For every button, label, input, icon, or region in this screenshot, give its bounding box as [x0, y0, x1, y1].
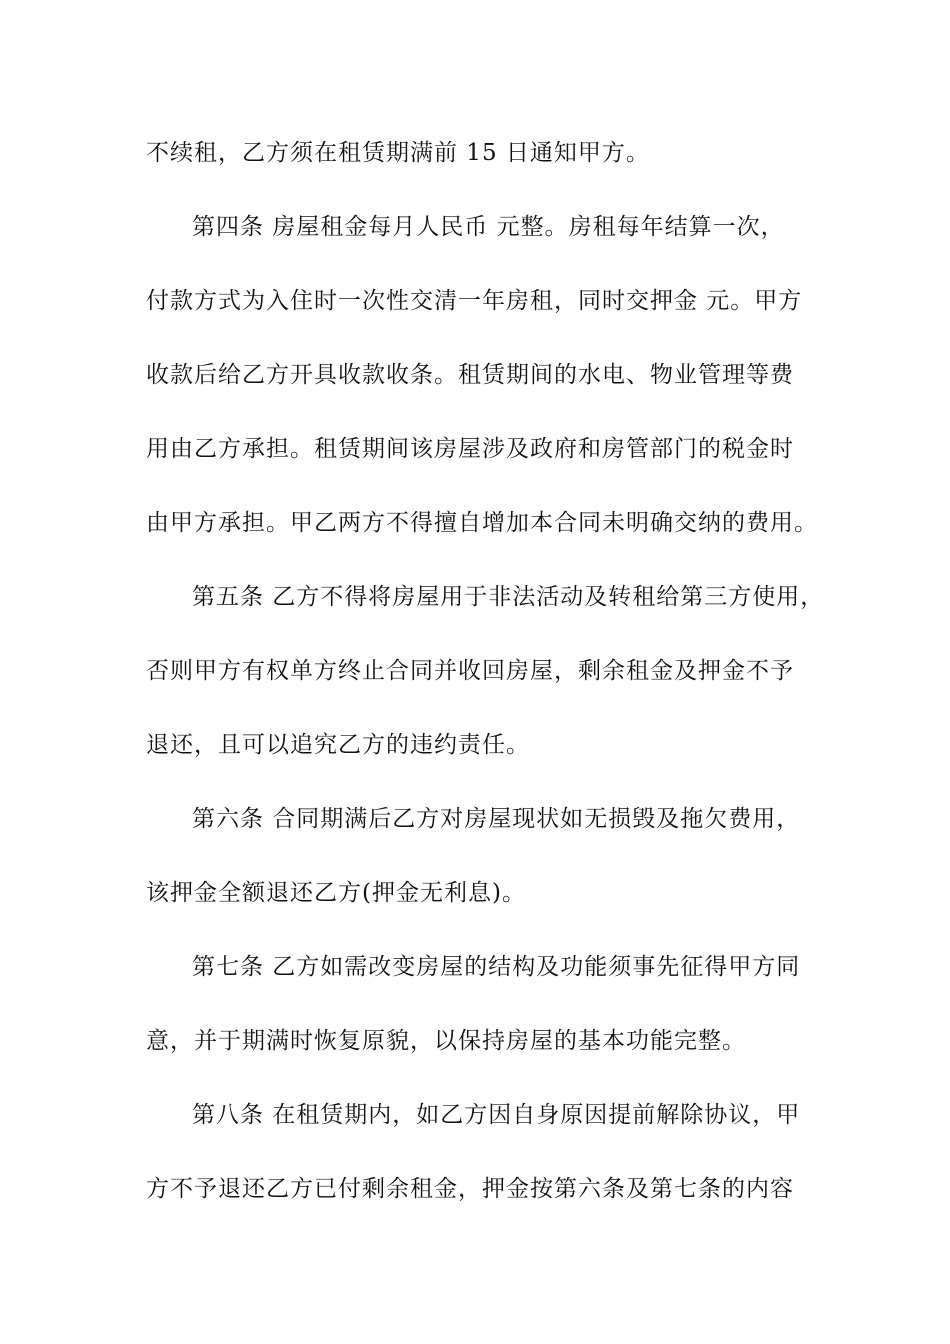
clause-5-line: 第五条 乙方不得将房屋用于非法活动及转租给第三方使用， — [192, 584, 825, 610]
text-line: 意，并于期满时恢复原貌，以保持房屋的基本功能完整。 — [146, 1028, 746, 1054]
text-line: 由甲方承担。甲乙两方不得擅自增加本合同未明确交纳的费用。 — [146, 510, 818, 536]
clause-7-line: 第七条 乙方如需改变房屋的结构及功能须事先征得甲方同 — [192, 954, 801, 980]
text-line: 用由乙方承担。租赁期间该房屋涉及政府和房管部门的税金时 — [146, 436, 794, 462]
text-line: 收款后给乙方开具收款收条。租赁期间的水电、物业管理等费 — [146, 362, 794, 388]
text-line: 该押金全额退还乙方(押金无利息)。 — [146, 880, 526, 906]
text-line: 否则甲方有权单方终止合同并收回房屋，剩余租金及押金不予 — [146, 658, 794, 684]
clause-4-line: 第四条 房屋租金每月人民币 元整。房租每年结算一次， — [192, 214, 785, 240]
clause-6-line: 第六条 合同期满后乙方对房屋现状如无损毁及拖欠费用， — [192, 806, 801, 832]
text-line: 退还，且可以追究乙方的违约责任。 — [146, 732, 530, 758]
clause-8-line: 第八条 在租赁期内，如乙方因自身原因提前解除协议，甲 — [192, 1102, 801, 1128]
text-line: 方不予退还乙方已付剩余租金，押金按第六条及第七条的内容 — [146, 1176, 794, 1202]
text-line: 不续租，乙方须在租赁期满前 15 日通知甲方。 — [146, 140, 650, 166]
text-line: 付款方式为入住时一次性交清一年房租，同时交押金 元。甲方 — [146, 288, 803, 314]
